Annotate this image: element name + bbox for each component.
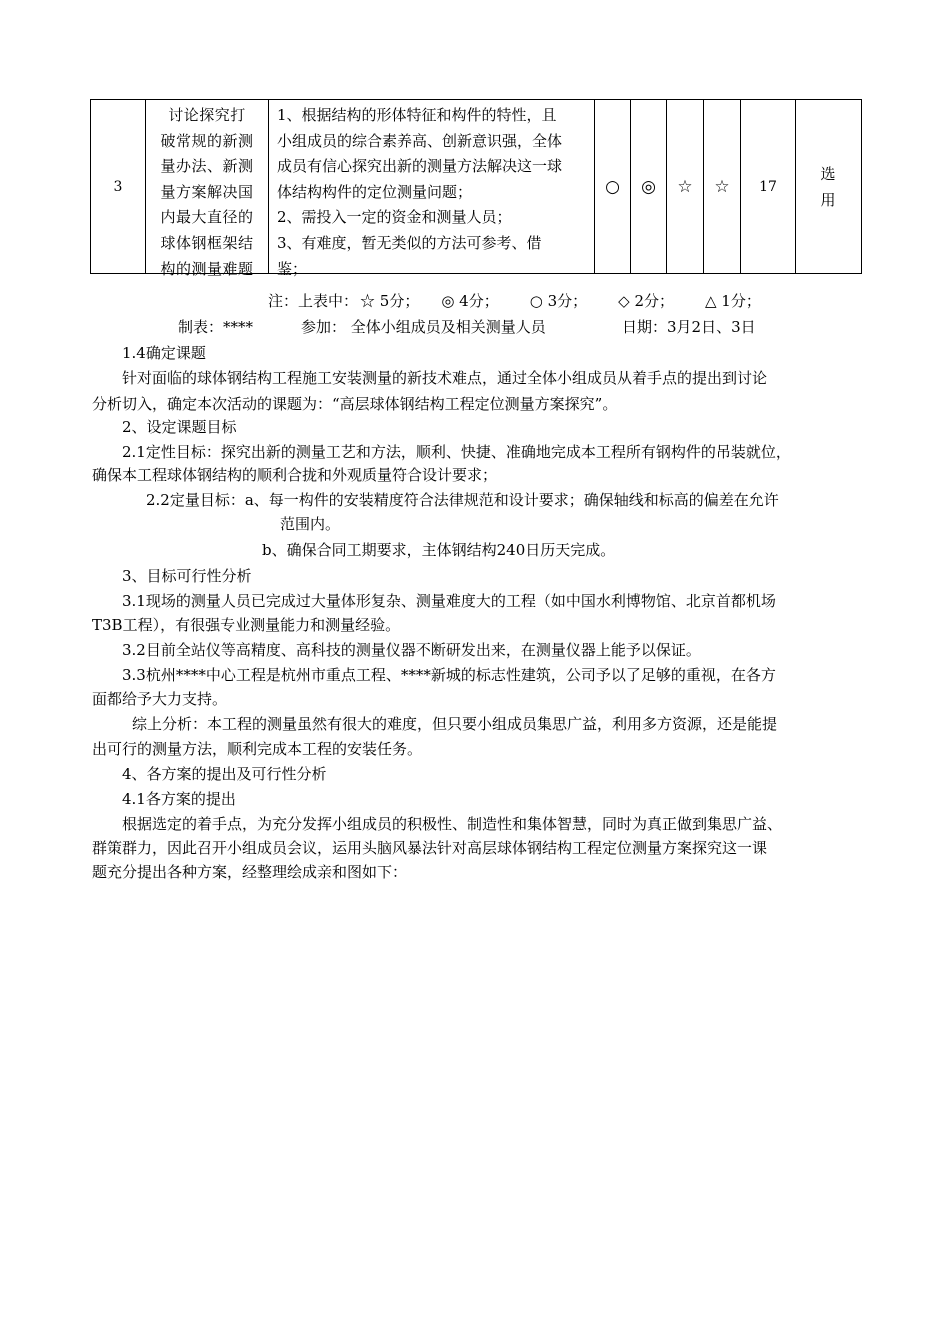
legend-item: ☆ 5分； <box>360 292 420 310</box>
evaluation-table <box>90 99 862 278</box>
section-heading: 4.1各方案的提出 <box>122 790 236 808</box>
description-line: 1、根据结构的形体特征和构件的特性，且 <box>277 106 557 124</box>
legend-note <box>268 290 761 312</box>
paragraph-line: 出可行的测量方法，顺利完成本工程的安装任务。 <box>92 740 423 758</box>
paragraph-line: 题充分提出各种方案，经整理绘成亲和图如下： <box>92 863 408 881</box>
description-line: 3、有难度，暂无类似的方法可参考、借 <box>277 233 542 252</box>
table-date: 日期：3月2日、3日 <box>622 318 756 336</box>
topic-line: 构的测量难题 <box>160 259 254 278</box>
paragraph-line: 3.3杭州****中心工程是杭州市重点工程、****新城的标志性建筑，公司予以了足够的重视，在各方 <box>122 666 776 684</box>
topic-line: 破常规的新测 <box>160 131 254 150</box>
paragraph-line: 3.2目前全站仪等高精度、高科技的测量仪器不断研发出来，在测量仪器上能予以保证。 <box>122 641 701 659</box>
topic-line: 球体钢框架结 <box>160 233 254 252</box>
rating-symbol-2: ◎ <box>641 176 656 197</box>
result-cell <box>796 100 860 273</box>
paragraph-line: 分析切入，确定本次活动的课题为：“高层球体钢结构工程定位测量方案探究”。 <box>92 395 618 413</box>
legend-item: ◎ 4分； <box>441 292 499 310</box>
result-char: 选 <box>820 164 836 183</box>
paragraph-line: 2.1定性目标：探究出新的测量工艺和方法，顺利、快捷、准确地完成本工程所有钢构件的吊装就位， <box>122 443 791 461</box>
rating-symbol-4: ☆ <box>714 176 730 197</box>
rating-symbol-1: ○ <box>605 176 620 197</box>
paragraph-line: b、确保合同工期要求，主体钢结构240日历天完成。 <box>262 541 616 559</box>
paragraph-line: 根据选定的着手点，为充分发挥小组成员的积极性、制造性和集体智慧，同时为真正做到集思广益、 <box>122 815 783 833</box>
topic-line: 内最大直径的 <box>160 208 254 227</box>
description-line: 2、需投入一定的资金和测量人员； <box>277 208 512 227</box>
description-cell <box>269 100 595 278</box>
section-heading: 4、各方案的提出及可行性分析 <box>122 765 327 783</box>
paragraph-line: 2.2定量目标：a、每一构件的安装精度符合法律规范和设计要求；确保轴线和标高的偏差在允许 <box>146 491 779 509</box>
topic-line: 讨论探究打 <box>168 106 246 124</box>
participants: 参加： 全体小组成员及相关测量人员 <box>301 318 546 336</box>
row-number: 3 <box>113 178 123 195</box>
legend-item: △ 1分； <box>705 292 761 310</box>
description-line: 小组成员的综合素养高、创新意识强，全体 <box>277 131 563 150</box>
rating-symbol-3: ☆ <box>677 176 693 197</box>
topic-line: 量方案解决国 <box>160 182 254 201</box>
legend-item: ○ 3分； <box>529 292 588 310</box>
table-maker: 制表：**** <box>178 318 254 336</box>
description-line: 成员有信心探究出新的测量方法解决这一球 <box>277 157 563 176</box>
section-heading: 1.4确定课题 <box>122 344 206 362</box>
legend-prefix: 注：上表中： <box>268 292 359 310</box>
paragraph-line: 确保本工程球体钢结构的顺利合拢和外观质量符合设计要求； <box>92 466 498 484</box>
result-char: 用 <box>820 190 836 209</box>
total-score: 17 <box>759 178 777 195</box>
description-line: 体结构构件的定位测量问题； <box>277 182 473 201</box>
paragraph-line: T3B工程），有很强专业测量能力和测量经验。 <box>92 616 401 634</box>
paragraph-line: 综上分析：本工程的测量虽然有很大的难度，但只要小组成员集思广益，利用多方资源，还是能提 <box>132 715 778 733</box>
paragraph-line: 3.1现场的测量人员已完成过大量体形复杂、测量难度大的工程（如中国水利博物馆、北京首都机场 <box>122 592 776 610</box>
paragraph-line: 面都给予大力支持。 <box>92 690 228 708</box>
section-heading: 3、目标可行性分析 <box>122 567 252 585</box>
paragraph-line: 针对面临的球体钢结构工程施工安装测量的新技术难点，通过全体小组成员从着手点的提出到讨论 <box>122 369 768 387</box>
topic-line: 量办法、新测 <box>160 157 254 176</box>
paragraph-line: 范围内。 <box>280 515 341 533</box>
topic-cell <box>146 100 268 278</box>
paragraph-line: 群策群力，因此召开小组成员会议，运用头脑风暴法针对高层球体钢结构工程定位测量方案探究这一课 <box>92 839 768 857</box>
description-line: 鉴； <box>277 259 308 278</box>
section-heading: 2、设定课题目标 <box>122 418 237 436</box>
legend-item: ◇ 2分； <box>618 292 674 310</box>
